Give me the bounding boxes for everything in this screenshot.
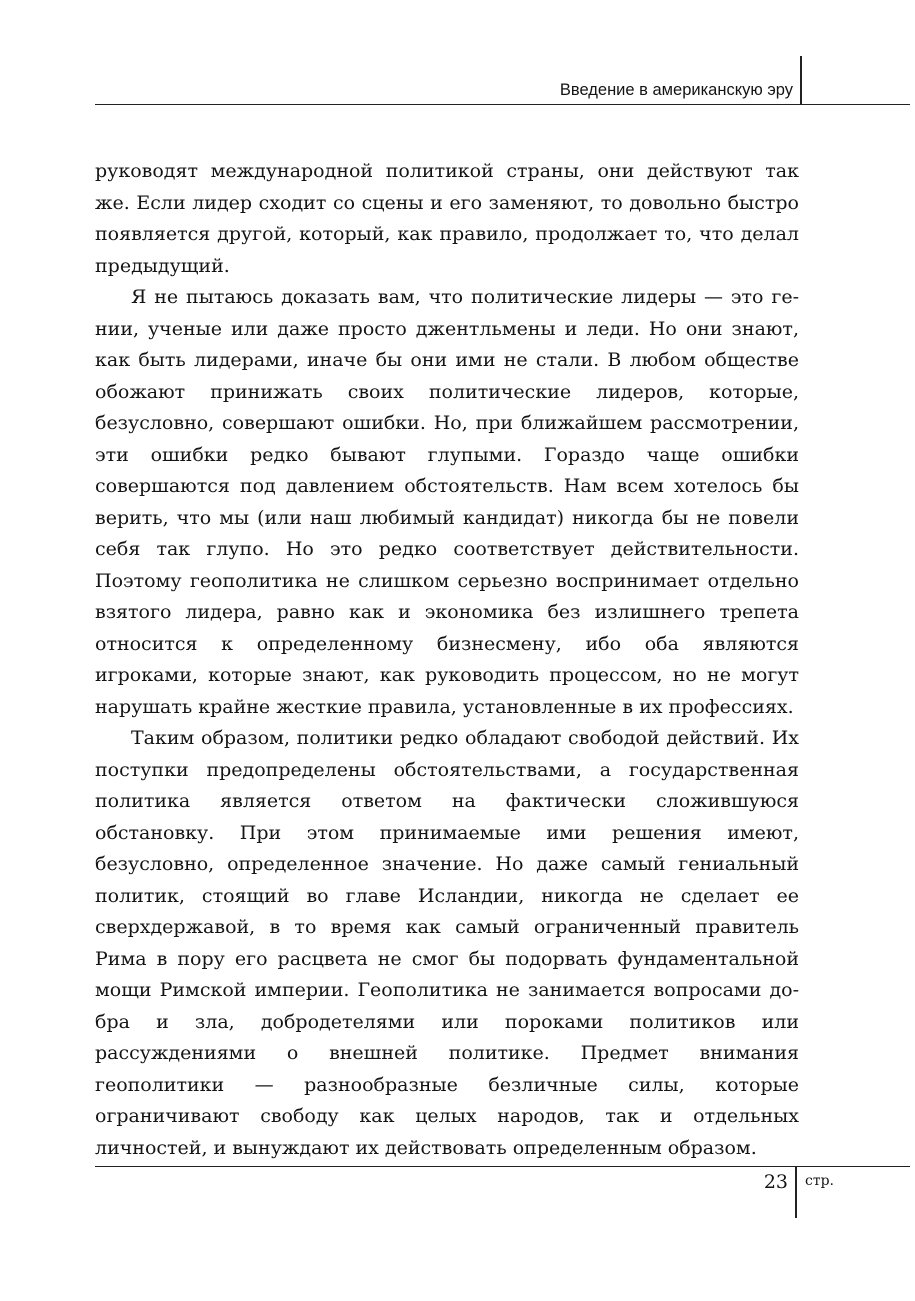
footer-vertical-rule xyxy=(795,1166,797,1218)
footer-rule xyxy=(95,1166,910,1167)
page-number: 23 xyxy=(763,1171,788,1193)
paragraph: Я не пытаюсь доказать вам, что политические лидеры — это гении, ученые или даже просто джентльмены и леди. Но они знают, как быть лидерами, иначе бы они ими не стали. В любом обществе обожают принижать своих политические лидеров, которые, безусловно, совершают ошибки. Но, при ближайшем рассмотрении, эти ошибки редко бывают глупыми. Гораздо чаще ошибки совершаются под давлением обстоятельств. Нам всем хотелось бы верить, что мы (или наш любимый кандидат) никогда бы не повели себя так глупо. Но это редко соответствует действительности. Поэтому геополитика не слишком серьезно воспринимает отдельно взятого лидера, равно как и экономика без излишнего трепета относится к определенному бизнесмену, ибо оба являются игроками, которые знают, как руководить процессом, но не могут нарушать крайне жесткие правила, установленные в их профессиях. xyxy=(95,286,799,718)
paragraph: Таким образом, политики редко обладают свободой действий. Их поступки предопределены обстоятельствами, а государственная политика является ответом на фактически сложившуюся обстановку. При этом принимаемые ими решения имеют, безусловно, определенное значение. Но даже самый гениальный политик, стоящий во главе Исландии, никогда не сделает ее сверхдержавой, в то время как самый ограниченный правитель Рима в пору его расцвета не смог бы подорвать фундаментальной мощи Римской империи. Геополитика не занимается вопросами добра и зла, добродетелями или пороками политиков или рассуждениями о внешней политике. Предмет внимания геополитики — разнообразные безличные силы, которые ограничивают свободу как целых народов, так и отдельных личностей, и вынуждают их действовать определенным образом. xyxy=(95,727,799,1159)
running-title: Введение в американскую эру xyxy=(559,81,793,99)
paragraph: руководят международной политикой страны, они действуют так же. Если лидер сходит со сцены и его заменяют, то довольно быстро появляется другой, который, как правило, продолжает то, что делал предыдущий. xyxy=(95,160,799,277)
page-label: стр. xyxy=(805,1173,834,1189)
page-footer xyxy=(0,1150,915,1230)
body-text xyxy=(95,156,799,1164)
header-rule xyxy=(95,104,910,105)
running-header xyxy=(0,0,915,120)
header-vertical-rule xyxy=(800,56,802,104)
